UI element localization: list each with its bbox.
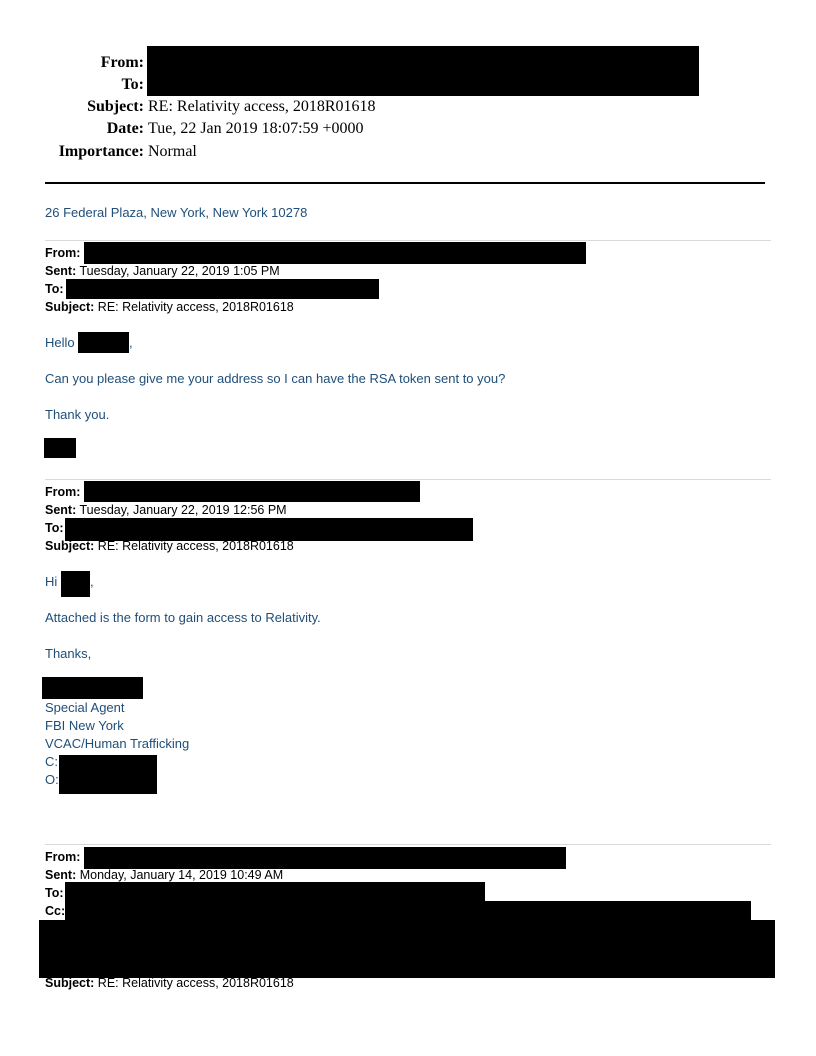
- msg2-subject: Subject: RE: Relativity access, 2018R01618: [45, 539, 294, 553]
- importance-value: Normal: [148, 143, 197, 160]
- msg1-subject: Subject: RE: Relativity access, 2018R01618: [45, 300, 294, 314]
- from-label: From:: [100, 54, 144, 71]
- msg3-from: From:: [45, 850, 81, 864]
- msg1-to: To:: [45, 282, 64, 296]
- importance-label: Importance:: [58, 143, 144, 160]
- msg1-greeting: Hello: [45, 335, 75, 350]
- msg3-subject: Subject: RE: Relativity access, 2018R01618: [45, 976, 294, 990]
- header-divider: [45, 182, 765, 184]
- msg1-line2: Thank you.: [45, 407, 110, 422]
- redaction-sig-phones: [59, 755, 157, 794]
- msg1-line1: Can you please give me your address so I can have the RSA token sent to you?: [45, 371, 506, 386]
- redaction-msg2-sender-name: [42, 677, 143, 699]
- msg2-to: To:: [45, 521, 64, 535]
- msg2-greeting-comma: ,: [90, 574, 94, 589]
- redaction-msg1-to: [66, 279, 379, 299]
- subject-value: RE: Relativity access, 2018R01618: [148, 98, 376, 115]
- msg2-greeting: Hi: [45, 574, 58, 589]
- message-divider: [45, 479, 771, 480]
- msg1-greeting-comma: ,: [129, 335, 133, 350]
- msg3-to: To:: [45, 886, 64, 900]
- sig-cell-label: C:: [45, 754, 58, 769]
- redaction-msg3-to: [65, 882, 485, 902]
- redaction-msg2-name: [61, 571, 90, 597]
- msg1-from: From:: [45, 246, 81, 260]
- msg3-sent: Sent: Monday, January 14, 2019 10:49 AM: [45, 868, 284, 882]
- sig-title: Special Agent: [45, 700, 125, 715]
- redaction-msg2-from: [84, 481, 420, 502]
- redaction-msg1-name: [78, 332, 129, 353]
- subject-label: Subject:: [87, 98, 144, 115]
- sig-org: FBI New York: [45, 718, 124, 733]
- redaction-msg1-signature: [44, 438, 76, 458]
- message-divider: [45, 240, 771, 241]
- msg2-line2: Thanks,: [45, 646, 92, 661]
- msg2-from: From:: [45, 485, 81, 499]
- redaction-msg3-cc: [65, 901, 751, 922]
- msg2-line1: Attached is the form to gain access to Relativity.: [45, 610, 321, 625]
- date-label: Date:: [106, 120, 144, 137]
- message-divider: [45, 844, 771, 845]
- sig-unit: VCAC/Human Trafficking: [45, 736, 190, 751]
- date-value: Tue, 22 Jan 2019 18:07:59 +0000: [148, 120, 364, 137]
- address-line: 26 Federal Plaza, New York, New York 10278: [45, 205, 308, 220]
- msg1-sent: Sent: Tuesday, January 22, 2019 1:05 PM: [45, 264, 280, 278]
- msg3-cc: Cc:: [45, 904, 66, 918]
- redaction-from-to: [147, 46, 699, 96]
- sig-office-label: O:: [45, 772, 59, 787]
- to-label: To:: [121, 76, 144, 93]
- redaction-msg3-cc-continued: [39, 920, 775, 978]
- msg2-sent: Sent: Tuesday, January 22, 2019 12:56 PM: [45, 503, 287, 517]
- redaction-msg1-from: [84, 242, 586, 264]
